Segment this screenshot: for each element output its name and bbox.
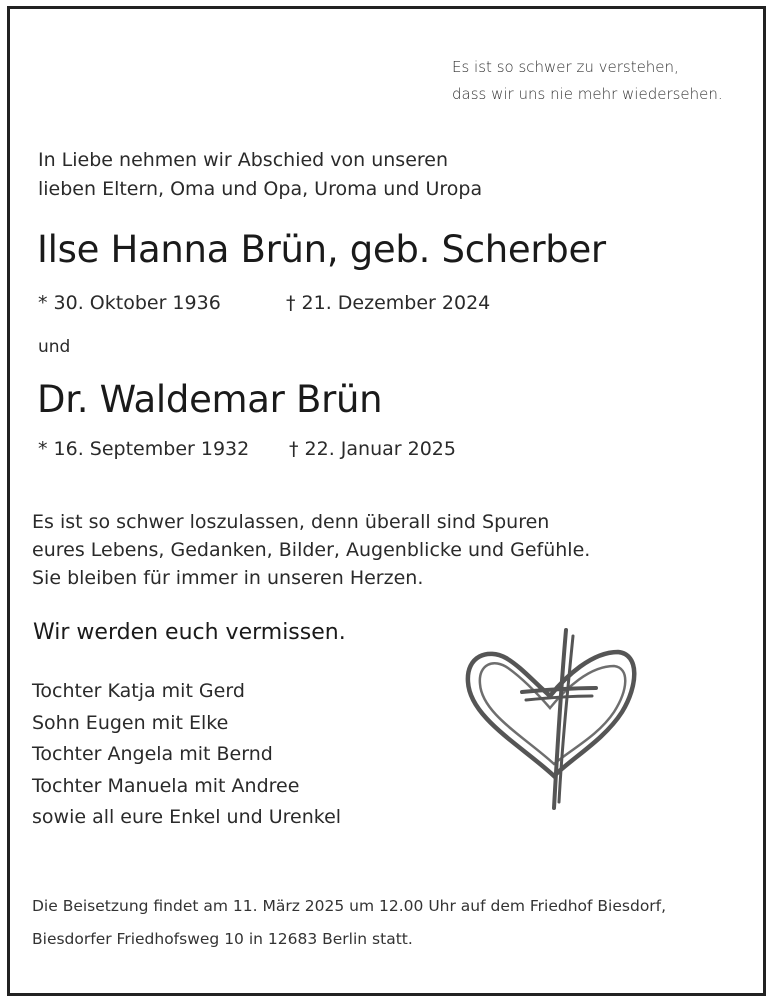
family-member: Tochter Katja mit Gerd: [32, 680, 245, 702]
verse-line-3: Sie bleiben für immer in unseren Herzen.: [32, 567, 424, 589]
motto: [452, 54, 723, 108]
family-member: Tochter Manuela mit Andree: [32, 774, 300, 797]
motto-line-2: dass wir uns nie mehr wiedersehen.: [452, 85, 723, 103]
deceased-name-1: Ilse Hanna Brün, geb. Scherber: [37, 228, 606, 271]
burial-info: [32, 890, 666, 956]
birth-date-2: * 16. September 1932: [38, 438, 250, 460]
burial-line-2: Biesdorfer Friedhofsweg 10 in 12683 Berlin statt.: [32, 930, 413, 948]
burial-line-1: Die Beisetzung findet am 11. März 2025 um 12.00 Uhr auf dem Friedhof Biesdorf,: [32, 897, 667, 915]
verse-line-2: eures Lebens, Gedanken, Bilder, Augenblicke und Gefühle.: [32, 539, 591, 561]
connector-text: und: [38, 337, 71, 357]
birth-date-1: * 30. Oktober 1936: [38, 292, 221, 314]
deceased-name-2: Dr. Waldemar Brün: [37, 378, 383, 421]
motto-line-1: Es ist so schwer zu verstehen,: [452, 58, 679, 76]
verse-line-1: Es ist so schwer loszulassen, denn überall sind Spuren: [32, 511, 550, 533]
family-member: Sohn Eugen mit Elke: [32, 711, 229, 734]
intro-line-2: lieben Eltern, Oma und Opa, Uroma und Uropa: [38, 178, 483, 200]
family-member: sowie all eure Enkel und Urenkel: [32, 806, 342, 828]
farewell-line: Wir werden euch vermissen.: [33, 620, 346, 645]
heart-cross-icon: [462, 626, 642, 812]
death-date-1: † 21. Dezember 2024: [286, 292, 491, 314]
family-list: [32, 676, 341, 834]
memorial-verse: [32, 508, 590, 592]
death-date-2: † 22. Januar 2025: [289, 438, 456, 460]
family-member: Tochter Angela mit Bernd: [32, 743, 273, 765]
intro-line-1: In Liebe nehmen wir Abschied von unseren: [38, 149, 449, 171]
intro-text: [38, 146, 482, 204]
